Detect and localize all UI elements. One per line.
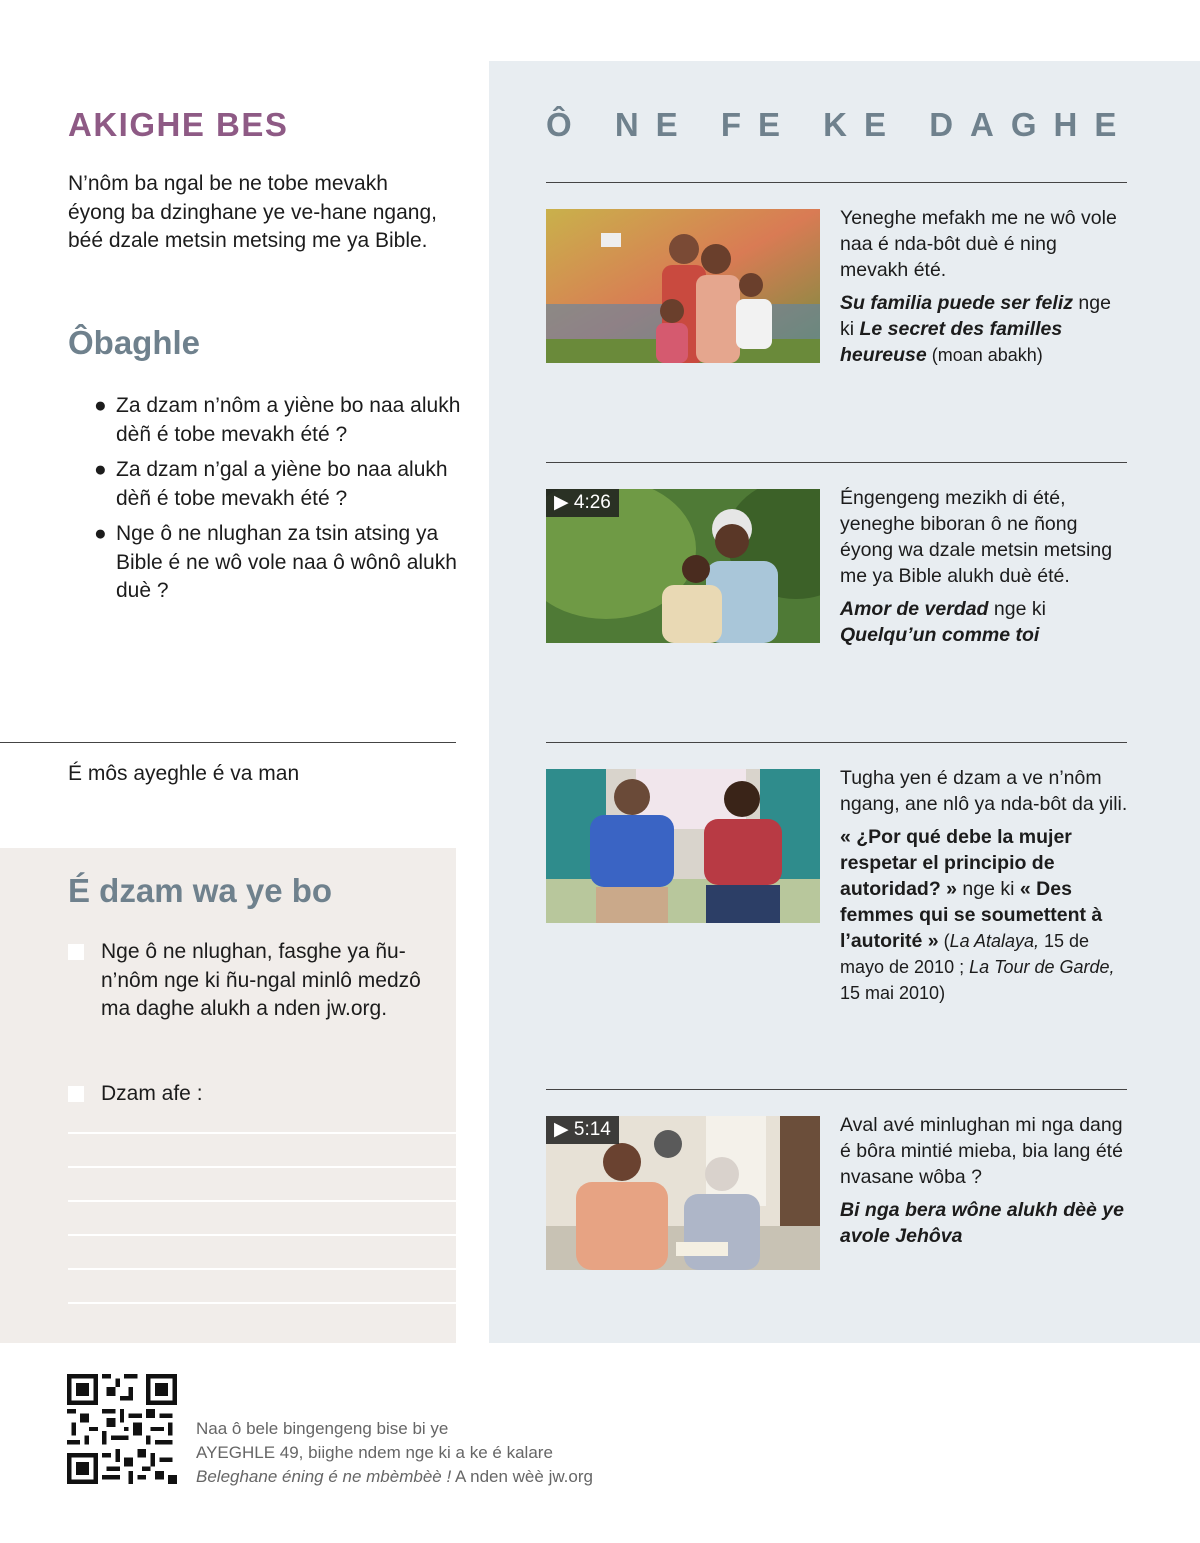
reference-link[interactable]: « ¿Por qué debe la mujer respetar el principio de autoridad? »: [840, 826, 1072, 900]
source-text: 15 de mayo de 2010 ;: [840, 931, 1090, 977]
item-references: [840, 824, 1130, 1006]
conjunction: nge ki: [840, 292, 1111, 340]
todo-text: Dzam afe :: [101, 1082, 203, 1105]
questions-title: Ôbaghle: [68, 324, 201, 361]
source-text: La Atalaya,: [949, 931, 1040, 951]
reference-link[interactable]: Amor de verdad: [840, 598, 989, 620]
list-item: [94, 456, 464, 513]
writing-line: [68, 1234, 456, 1236]
footer-line: AYEGHLE 49, biighe ndem nge ki a ke é kalare: [196, 1443, 553, 1462]
todo-title: É dzam wa ye bo: [68, 872, 333, 909]
item-description: Aval avé minlughan mi nga dang é bôra mintié mieba, bia lang été nvasane wôba ?: [840, 1114, 1123, 1188]
video-duration: ▶ 5:14: [546, 1116, 619, 1144]
reference-link[interactable]: Su familia puede ser feliz: [840, 292, 1073, 314]
writing-line: [68, 1302, 456, 1304]
writing-line: [68, 1268, 456, 1270]
video-thumbnail-couple[interactable]: [546, 489, 820, 643]
footer-link[interactable]: A nden wèè jw.org: [451, 1467, 593, 1486]
next-lesson-label: É môs ayeghle é va man: [68, 762, 300, 785]
todo-item: [68, 1080, 428, 1109]
list-item: [94, 392, 464, 449]
divider: [546, 182, 1127, 183]
item-references: [840, 1197, 1130, 1249]
item-description: Tugha yen é dzam a ve n’nôm ngang, ane nlô ya nda-bôt da yili.: [840, 767, 1128, 815]
writing-line: [68, 1200, 456, 1202]
footer-line: Naa ô bele bingengeng bise bi ye: [196, 1419, 449, 1438]
explore-item-text: [840, 765, 1130, 1006]
item-description: Éngengeng mezikh di été, yeneghe biboran ô ne ñong éyong wa dzale metsin metsing me ya Bible alukh duè été.: [840, 487, 1113, 587]
video-thumbnail-bible-study[interactable]: [546, 1116, 820, 1270]
divider: [546, 742, 1127, 743]
reference-link[interactable]: « Des femmes qui se soumettent à l’autorité »: [840, 878, 1103, 952]
item-references: [840, 596, 1130, 648]
bullet-icon: ●: [94, 458, 107, 481]
source-text: (: [938, 931, 950, 951]
bullet-icon: ●: [94, 394, 107, 417]
todo-checkbox[interactable]: [68, 944, 84, 960]
qr-code-icon[interactable]: [67, 1374, 177, 1484]
footer: [196, 1417, 593, 1489]
question-list: [94, 392, 464, 613]
explore-item-text: [840, 485, 1130, 648]
explore-title: Ô NE FE KE DAGHE: [546, 106, 1134, 143]
todo-item: [68, 938, 428, 1024]
question-text: Nge ô ne nlughan za tsin atsing ya Bible é ne wô vole naa ô wônô alukh duè ?: [116, 522, 457, 602]
couple-talking-image[interactable]: [546, 769, 820, 923]
writing-line: [68, 1166, 456, 1168]
summary-text: N’nôm ba ngal be ne tobe mevakh éyong ba dzinghane ye ve-hane ngang, béé dzale metsin metsing me ya Bible.: [68, 172, 437, 252]
reference-link[interactable]: Le secret des familles heureuse: [840, 318, 1063, 366]
footer-italic: Beleghane éning é ne mbèmbèè !: [196, 1467, 452, 1486]
source-text: 15 mai 2010): [840, 983, 946, 1003]
divider: [0, 742, 456, 743]
reference-link[interactable]: Bi nga bera wône alukh dèè ye avole Jehôva: [840, 1199, 1124, 1247]
conjunction: nge ki: [957, 878, 1020, 900]
video-duration: ▶ 4:26: [546, 489, 619, 517]
footer-line: [196, 1465, 593, 1489]
writing-line: [68, 1132, 456, 1134]
explore-item-text: [840, 1112, 1130, 1249]
list-item: [94, 520, 464, 606]
bullet-icon: ●: [94, 522, 107, 545]
reference-note: (moan abakh): [926, 345, 1043, 365]
divider: [546, 462, 1127, 463]
item-references: [840, 290, 1130, 368]
question-text: Za dzam n’nôm a yiène bo naa alukh dèñ é tobe mevakh été ?: [116, 394, 461, 446]
conjunction: nge ki: [988, 598, 1046, 620]
item-description: Yeneghe mefakh me ne wô vole naa é nda-bôt duè é ning mevakh été.: [840, 207, 1117, 281]
todo-checkbox[interactable]: [68, 1086, 84, 1102]
family-selfie-image[interactable]: [546, 209, 820, 363]
question-text: Za dzam n’gal a yiène bo naa alukh dèñ é tobe mevakh été ?: [116, 458, 448, 510]
todo-text: Nge ô ne nlughan, fasghe ya ñu-n’nôm nge ki ñu-ngal minlô medzô ma daghe alukh a nden jw.org.: [101, 940, 421, 1020]
explore-item-text: [840, 205, 1130, 368]
divider: [546, 1089, 1127, 1090]
summary-title: AKIGHE BES: [68, 106, 289, 143]
reference-link[interactable]: Quelqu’un comme toi: [840, 624, 1040, 646]
source-text: La Tour de Garde,: [969, 957, 1115, 977]
